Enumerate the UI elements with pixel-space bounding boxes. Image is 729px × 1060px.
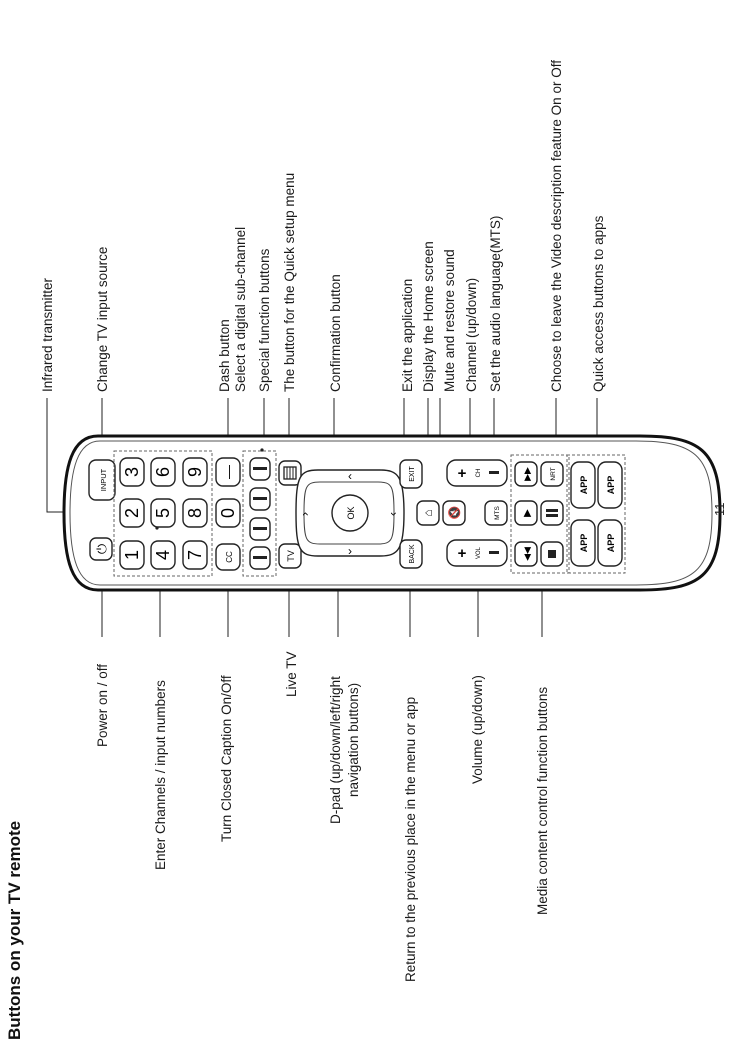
digit-9-label: 9 <box>185 466 205 478</box>
stop-icon <box>548 550 556 558</box>
pause-button[interactable] <box>541 501 563 525</box>
digit-4-button[interactable] <box>151 541 175 569</box>
back-button[interactable] <box>400 540 422 568</box>
digit-6-button[interactable] <box>151 458 175 486</box>
digit-5-button[interactable] <box>151 499 175 530</box>
fast-forward-icon: ▶▶ <box>522 467 532 481</box>
tv-button[interactable] <box>279 544 301 568</box>
digit-0-label: 0 <box>218 507 238 519</box>
digit-6-label: 6 <box>153 466 173 478</box>
ok-label: OK <box>346 506 356 520</box>
digit-8-label: 8 <box>185 507 205 519</box>
label-channels: Enter Channels / input numbers <box>153 680 168 870</box>
app-label-4: APP <box>606 475 616 495</box>
digit-2-label: 2 <box>122 507 142 519</box>
app-label-2: APP <box>579 475 589 495</box>
play-button[interactable] <box>515 501 537 525</box>
dash-button[interactable] <box>216 458 240 486</box>
nrt-label: NRT <box>550 467 557 481</box>
page-title: Buttons on your TV remote <box>5 820 24 1040</box>
digit-4-label: 4 <box>153 549 173 561</box>
input-button[interactable] <box>89 460 115 500</box>
dpad-left-icon: ‹ <box>299 512 313 516</box>
app-button-4[interactable] <box>598 462 622 508</box>
channel-label: CH <box>476 468 482 478</box>
app-button-1[interactable] <box>571 520 595 566</box>
digit-3-label: 3 <box>122 466 142 478</box>
mute-icon: 🔇 <box>449 506 461 520</box>
back-label: BACK <box>409 544 416 564</box>
label-exit: Exit the application <box>400 278 415 392</box>
digit-2-button[interactable] <box>120 499 144 527</box>
dpad-right-button[interactable] <box>387 512 401 516</box>
channel-up-icon: + <box>457 465 467 482</box>
app-label-1: APP <box>579 533 589 553</box>
label-dpad-2: navigation buttons) <box>346 682 361 797</box>
mute-button[interactable] <box>443 501 465 525</box>
digit-7-button[interactable] <box>183 541 207 569</box>
power-icon: ⏻ <box>94 543 109 555</box>
digit-7-label: 7 <box>185 549 205 561</box>
rewind-button[interactable] <box>515 542 537 566</box>
label-quick: The button for the Quick setup menu <box>282 172 297 392</box>
stop-button[interactable] <box>541 542 563 566</box>
app-label-3: APP <box>606 533 616 553</box>
label-confirm: Confirmation button <box>328 274 343 392</box>
exit-button[interactable] <box>400 460 422 488</box>
ok-button[interactable] <box>332 495 368 531</box>
dpad-down-icon: › <box>348 544 352 558</box>
label-livetv: Live TV <box>284 651 299 697</box>
label-dash-1: Dash button <box>217 319 232 392</box>
special-button-2[interactable] <box>250 518 270 540</box>
label-mts: Set the audio language(MTS) <box>488 215 503 392</box>
pause-icon <box>546 509 558 512</box>
numpad <box>120 458 207 569</box>
cc-label: CC <box>225 551 234 563</box>
label-infrared: Infrared transmitter <box>40 277 55 392</box>
volume-up-icon: + <box>457 545 467 562</box>
volume-rocker[interactable] <box>447 540 507 566</box>
power-button[interactable] <box>90 538 112 560</box>
digit-0-button[interactable] <box>216 499 240 527</box>
input-button-label: INPUT <box>99 468 108 492</box>
home-button[interactable] <box>417 501 439 525</box>
dpad-left-button[interactable] <box>299 512 313 516</box>
fast-forward-button[interactable] <box>515 462 537 486</box>
label-channel: Channel (up/down) <box>464 277 479 392</box>
label-special: Special function buttons <box>257 248 272 392</box>
channel-rocker[interactable] <box>447 460 507 486</box>
tv-label: TV <box>286 550 296 562</box>
mts-label: MTS <box>494 506 501 520</box>
label-dpad-1: D-pad (up/down/left/right <box>328 676 343 824</box>
label-dash-2: Select a digital sub-channel <box>233 226 248 392</box>
label-media: Media content control function buttons <box>535 686 550 915</box>
dash-label: — <box>220 465 236 479</box>
digit-9-button[interactable] <box>183 458 207 486</box>
dpad-right-icon: › <box>387 512 401 516</box>
label-home: Display the Home screen <box>421 241 436 392</box>
page-number: 11 <box>712 502 727 516</box>
dpad <box>296 469 404 558</box>
label-power: Power on / off <box>95 663 110 747</box>
label-mute: Mute and restore sound <box>442 249 457 392</box>
digit-5-label: 5 <box>153 507 173 519</box>
app-button-3[interactable] <box>598 520 622 566</box>
special-button-3[interactable] <box>250 488 270 510</box>
channel-down-icon <box>489 471 499 474</box>
cc-button[interactable] <box>216 544 240 570</box>
label-back: Return to the previous place in the menu or app <box>403 696 418 982</box>
home-icon: ⌂ <box>421 509 435 517</box>
digit-3-button[interactable] <box>120 458 144 486</box>
label-input: Change TV input source <box>95 246 110 392</box>
dpad-up-icon: ‹ <box>348 469 352 483</box>
digit-1-button[interactable] <box>120 541 144 569</box>
play-icon: ▶ <box>522 509 533 517</box>
digit-8-button[interactable] <box>183 499 207 527</box>
volume-label: VOL <box>476 546 482 560</box>
rewind-icon: ◀◀ <box>522 547 532 561</box>
label-cc: Turn Closed Caption On/Off <box>219 675 234 842</box>
dpad-down-button[interactable] <box>348 544 352 558</box>
volume-down-icon <box>489 551 499 554</box>
nrt-button[interactable] <box>541 462 563 486</box>
special-button-1[interactable] <box>250 547 270 569</box>
label-volume: Volume (up/down) <box>470 675 485 784</box>
app-button-2[interactable] <box>571 462 595 508</box>
quick-setup-button[interactable] <box>279 461 301 485</box>
label-apps: Quick access buttons to apps <box>591 215 606 392</box>
exit-label: EXIT <box>409 466 416 482</box>
dpad-up-button[interactable] <box>348 469 352 483</box>
mts-button[interactable] <box>485 501 507 525</box>
special-button-4[interactable] <box>250 458 270 480</box>
digit-1-label: 1 <box>122 549 142 561</box>
label-nrt: Choose to leave the Video description feature On or Off <box>549 60 564 392</box>
